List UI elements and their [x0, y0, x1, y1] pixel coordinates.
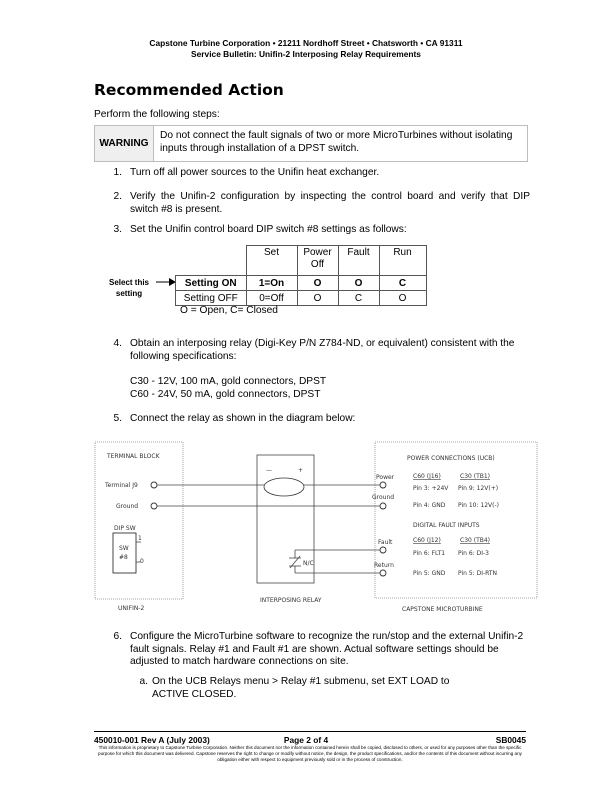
step-text: Verify the Unifin-2 configuration by inspecting the control board and verify that DIP switch #8 is present.: [130, 191, 530, 215]
svg-text:C60 (J12): C60 (J12): [413, 537, 441, 544]
svg-text:DIP SW: DIP SW: [114, 525, 136, 532]
svg-text:SW: SW: [119, 545, 129, 552]
footer-legal-notice: This information is proprietary to Capstone Turbine Corporation. Neither this document nor the information contained herein shall be copied, disclosed to others, or used for any purposes other than the specific purpose for which this document was delivered. Capstone reserves the right to change or modify without notice, the design, the product specifications, and/or the contents of this document without incurring any obligation either with respect to equipment previously sold or in the process of construction.: [98, 745, 522, 762]
ground-terminal-icon: [151, 503, 157, 509]
svg-text:Power: Power: [376, 474, 395, 481]
svg-text:Pin 9: 12V(+): Pin 9: 12V(+): [458, 485, 499, 492]
wiring-diagram: [90, 436, 540, 611]
svg-text:Ground: Ground: [116, 503, 139, 510]
svg-text:—: —: [266, 467, 272, 474]
spec-line: C60 - 24V, 50 mA, gold connectors, DPST: [130, 389, 321, 400]
step-number: 2.: [113, 191, 122, 202]
section-title: Recommended Action: [94, 81, 284, 99]
svg-text:Ground: Ground: [372, 494, 395, 501]
warning-label: WARNING: [95, 126, 154, 161]
step-number: 1.: [113, 167, 122, 178]
svg-text:C60 (J16): C60 (J16): [413, 473, 441, 480]
svg-text:DIGITAL FAULT INPUTS: DIGITAL FAULT INPUTS: [413, 522, 480, 529]
step-text: Configure the MicroTurbine software to recognize the run/stop and the external Unifin-2 fault signals. Relay #1 and Fault #1 are shown. Actual software settings should be adjusted to match hardware connections on site.: [130, 631, 524, 667]
svg-text:#8: #8: [119, 554, 128, 561]
footer-page-number: Page 2 of 4: [283, 735, 329, 745]
substep-text: On the UCB Relays menu > Relay #1 submenu, set EXT LOAD to ACTIVE CLOSED.: [152, 676, 450, 700]
svg-text:1: 1: [138, 535, 142, 542]
svg-text:INTERPOSING RELAY: INTERPOSING RELAY: [260, 597, 322, 604]
svg-text:+: +: [298, 467, 304, 474]
svg-text:N/C: N/C: [303, 560, 314, 567]
header-title: Service Bulletin: Unifin-2 Interposing Relay Requirements: [191, 49, 421, 59]
step-number: 4.: [113, 338, 122, 349]
header-address: Capstone Turbine Corporation • 21211 Nordhoff Street • Chatsworth • CA 91311: [149, 38, 463, 48]
table-row: Setting OFF 0=Off O C O: [176, 291, 427, 306]
spec-line: C30 - 12V, 100 mA, gold connectors, DPST: [130, 376, 327, 387]
intro-text: Perform the following steps:: [94, 109, 220, 120]
step-text: Obtain an interposing relay (Digi-Key P/N Z784-ND, or equivalent) consistent with the following specifications:: [130, 338, 515, 362]
svg-text:Pin 6: FLT1: Pin 6: FLT1: [413, 550, 446, 557]
step-number: 5.: [113, 413, 122, 424]
step-text: Connect the relay as shown in the diagram below:: [130, 413, 356, 424]
svg-text:Pin 3: +24V: Pin 3: +24V: [413, 485, 449, 492]
step-number: 6.: [113, 631, 122, 642]
step-text: Turn off all power sources to the Unifin heat exchanger.: [130, 167, 380, 178]
svg-text:Terminal J9: Terminal J9: [105, 482, 138, 489]
svg-text:CAPSTONE MICROTURBINE: CAPSTONE MICROTURBINE: [402, 606, 483, 611]
svg-text:Pin 10: 12V(-): Pin 10: 12V(-): [458, 502, 500, 509]
svg-text:Pin 5: GND: Pin 5: GND: [413, 570, 446, 577]
svg-text:UNIFIN-2: UNIFIN-2: [118, 605, 145, 611]
svg-text:C30 (TB4): C30 (TB4): [460, 537, 491, 544]
svg-text:Fault: Fault: [378, 539, 393, 546]
table-note: O = Open, C= Closed: [180, 305, 278, 316]
svg-text:Pin 6: DI-3: Pin 6: DI-3: [458, 550, 489, 557]
table-row: Setting ON 1=On O O C: [176, 276, 427, 291]
select-setting-label: Select this setting: [108, 278, 149, 298]
svg-text:Pin 4: GND: Pin 4: GND: [413, 502, 446, 509]
step-text: Set the Unifin control board DIP switch #8 settings as follows:: [130, 224, 407, 235]
svg-text:POWER CONNECTIONS (UCB): POWER CONNECTIONS (UCB): [407, 455, 495, 462]
arrow-right-icon: [156, 278, 176, 286]
dip-switch-table: Set Power Off Fault Run Setting ON 1=On O O C Setting OFF 0=Off O C O: [175, 245, 427, 306]
svg-text:TERMINAL BLOCK: TERMINAL BLOCK: [107, 453, 160, 460]
footer-divider: [94, 731, 526, 732]
footer-doc-number: 450010-001 Rev A (July 2003): [94, 735, 210, 745]
step-number: 3.: [113, 224, 122, 235]
warning-box: [94, 125, 528, 162]
svg-text:Pin 5: DI-RTN: Pin 5: DI-RTN: [458, 570, 498, 577]
footer-bulletin-code: SB0045: [495, 735, 526, 745]
svg-text:0: 0: [140, 558, 144, 565]
svg-text:C30 (TB1): C30 (TB1): [460, 473, 491, 480]
substep-letter: a.: [139, 676, 148, 687]
svg-text:Return: Return: [374, 562, 394, 569]
terminal-j9-icon: [151, 482, 157, 488]
warning-text: Do not connect the fault signals of two or more MicroTurbines without isolating inputs through installation of a DPST switch.: [160, 130, 513, 154]
